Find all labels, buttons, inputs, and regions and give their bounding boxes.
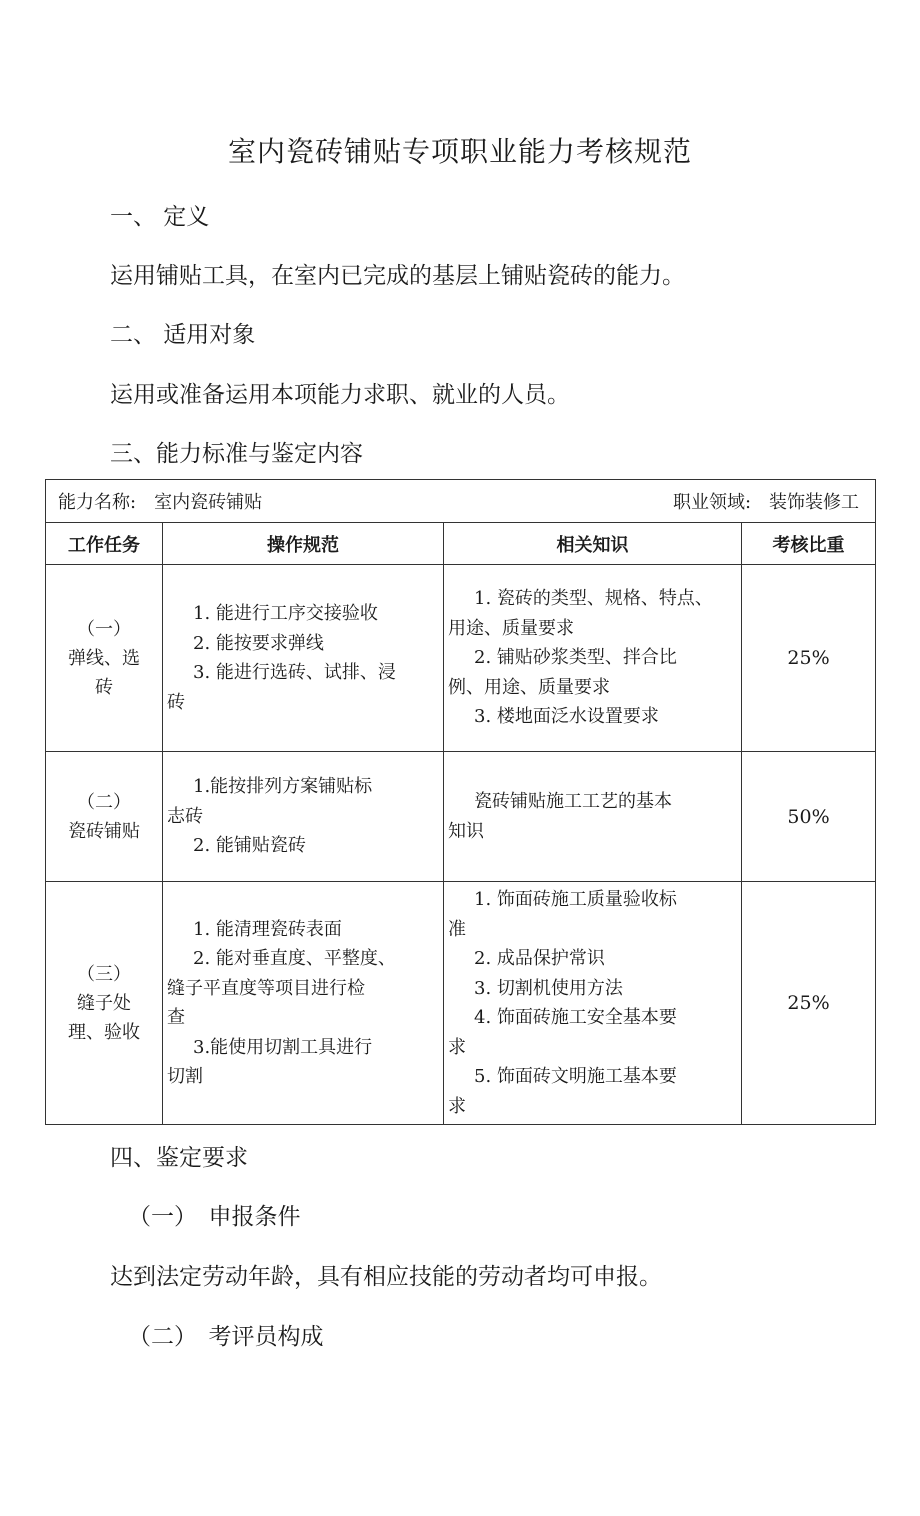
header-weight: 考核比重	[742, 523, 876, 565]
table-meta-row	[46, 480, 876, 523]
knowledge-line: 1. 饰面砖施工质量验收标	[474, 889, 677, 910]
ops-line: 砖	[167, 691, 185, 713]
table-row	[46, 882, 876, 1125]
section-target-text: 运用或准备运用本项能力求职、就业的人员。	[110, 382, 570, 408]
task-cell	[46, 882, 163, 1125]
section-requirements-heading: 四、鉴定要求	[110, 1145, 248, 1171]
ops-line: 1.能按排列方案铺贴标	[193, 776, 373, 798]
knowledge-line: 瓷砖铺贴施工工艺的基本	[474, 791, 672, 812]
task-line: （一）	[77, 618, 131, 640]
task-line: 缝子处	[77, 992, 131, 1014]
section-definition-text: 运用铺贴工具，在室内已完成的基层上铺贴瓷砖的能力。	[110, 263, 685, 289]
weight-cell: 25%	[742, 565, 876, 752]
task-cell	[46, 752, 163, 882]
table-header-row	[46, 523, 876, 565]
header-ops: 操作规范	[163, 523, 444, 565]
ops-cell	[163, 882, 444, 1125]
task-cell	[46, 565, 163, 752]
ops-line: 3. 能进行选砖、试排、浸	[193, 662, 396, 683]
weight-cell: 25%	[742, 882, 876, 1125]
knowledge-line: 求	[448, 1095, 466, 1117]
ops-line: 切割	[167, 1066, 203, 1087]
section-definition-heading: 一、 定义	[110, 204, 210, 230]
knowledge-line: 知识	[448, 820, 484, 842]
ability-standards-table	[45, 479, 876, 1125]
ops-line: 缝子平直度等项目进行检	[167, 977, 365, 999]
ops-line: 2. 能按要求弹线	[193, 632, 324, 654]
knowledge-line: 求	[448, 1036, 466, 1058]
task-line: 弹线、选	[68, 647, 140, 669]
task-line: 瓷砖铺贴	[68, 820, 140, 842]
weight-cell: 50%	[742, 752, 876, 882]
ops-line: 查	[167, 1007, 185, 1028]
knowledge-cell	[444, 752, 742, 882]
knowledge-line: 1. 瓷砖的类型、规格、特点、	[474, 588, 713, 610]
task-line: 砖	[95, 676, 113, 698]
task-line: 理、验收	[68, 1021, 140, 1043]
knowledge-line: 例、用途、质量要求	[448, 676, 610, 698]
ability-name-label: 能力名称:	[58, 492, 137, 513]
field-label: 职业领域:	[672, 492, 752, 513]
knowledge-cell	[444, 882, 742, 1125]
task-line: （二）	[77, 791, 131, 813]
ops-cell	[163, 565, 444, 752]
table-row	[46, 565, 876, 752]
knowledge-line: 5. 饰面砖文明施工基本要	[474, 1066, 677, 1087]
knowledge-cell	[444, 565, 742, 752]
field-value: 装饰装修工	[769, 492, 860, 513]
knowledge-line: 3. 切割机使用方法	[474, 977, 623, 999]
ops-line: 1. 能清理瓷砖表面	[193, 918, 342, 940]
ops-line: 3.能使用切割工具进行	[193, 1036, 373, 1058]
page-title: 室内瓷砖铺贴专项职业能力考核规范	[227, 135, 692, 168]
ops-cell	[163, 752, 444, 882]
subsection-eligibility-heading: （一） 申报条件	[128, 1204, 301, 1230]
ops-line: 1. 能进行工序交接验收	[193, 603, 378, 624]
header-task: 工作任务	[46, 523, 163, 565]
knowledge-line: 3. 楼地面泛水设置要求	[474, 706, 659, 728]
subsection-examiners-heading: （二） 考评员构成	[128, 1324, 324, 1350]
ops-line: 志砖	[167, 805, 203, 827]
ops-line: 2. 能铺贴瓷砖	[193, 835, 306, 857]
ability-name-value: 室内瓷砖铺贴	[154, 492, 263, 513]
ops-line: 2. 能对垂直度、平整度、	[193, 948, 396, 969]
table-row	[46, 752, 876, 882]
header-knowledge: 相关知识	[444, 523, 742, 565]
knowledge-line: 2. 铺贴砂浆类型、拌合比	[474, 647, 677, 669]
knowledge-line: 4. 饰面砖施工安全基本要	[474, 1007, 677, 1028]
subsection-eligibility-text: 达到法定劳动年龄，具有相应技能的劳动者均可申报。	[110, 1264, 662, 1290]
section-target-heading: 二、 适用对象	[110, 322, 256, 348]
knowledge-line: 2. 成品保护常识	[474, 948, 605, 969]
section-standards-heading: 三、能力标准与鉴定内容	[110, 441, 363, 467]
knowledge-line: 准	[448, 918, 466, 940]
knowledge-line: 用途、质量要求	[448, 617, 574, 639]
task-line: （三）	[77, 963, 131, 985]
